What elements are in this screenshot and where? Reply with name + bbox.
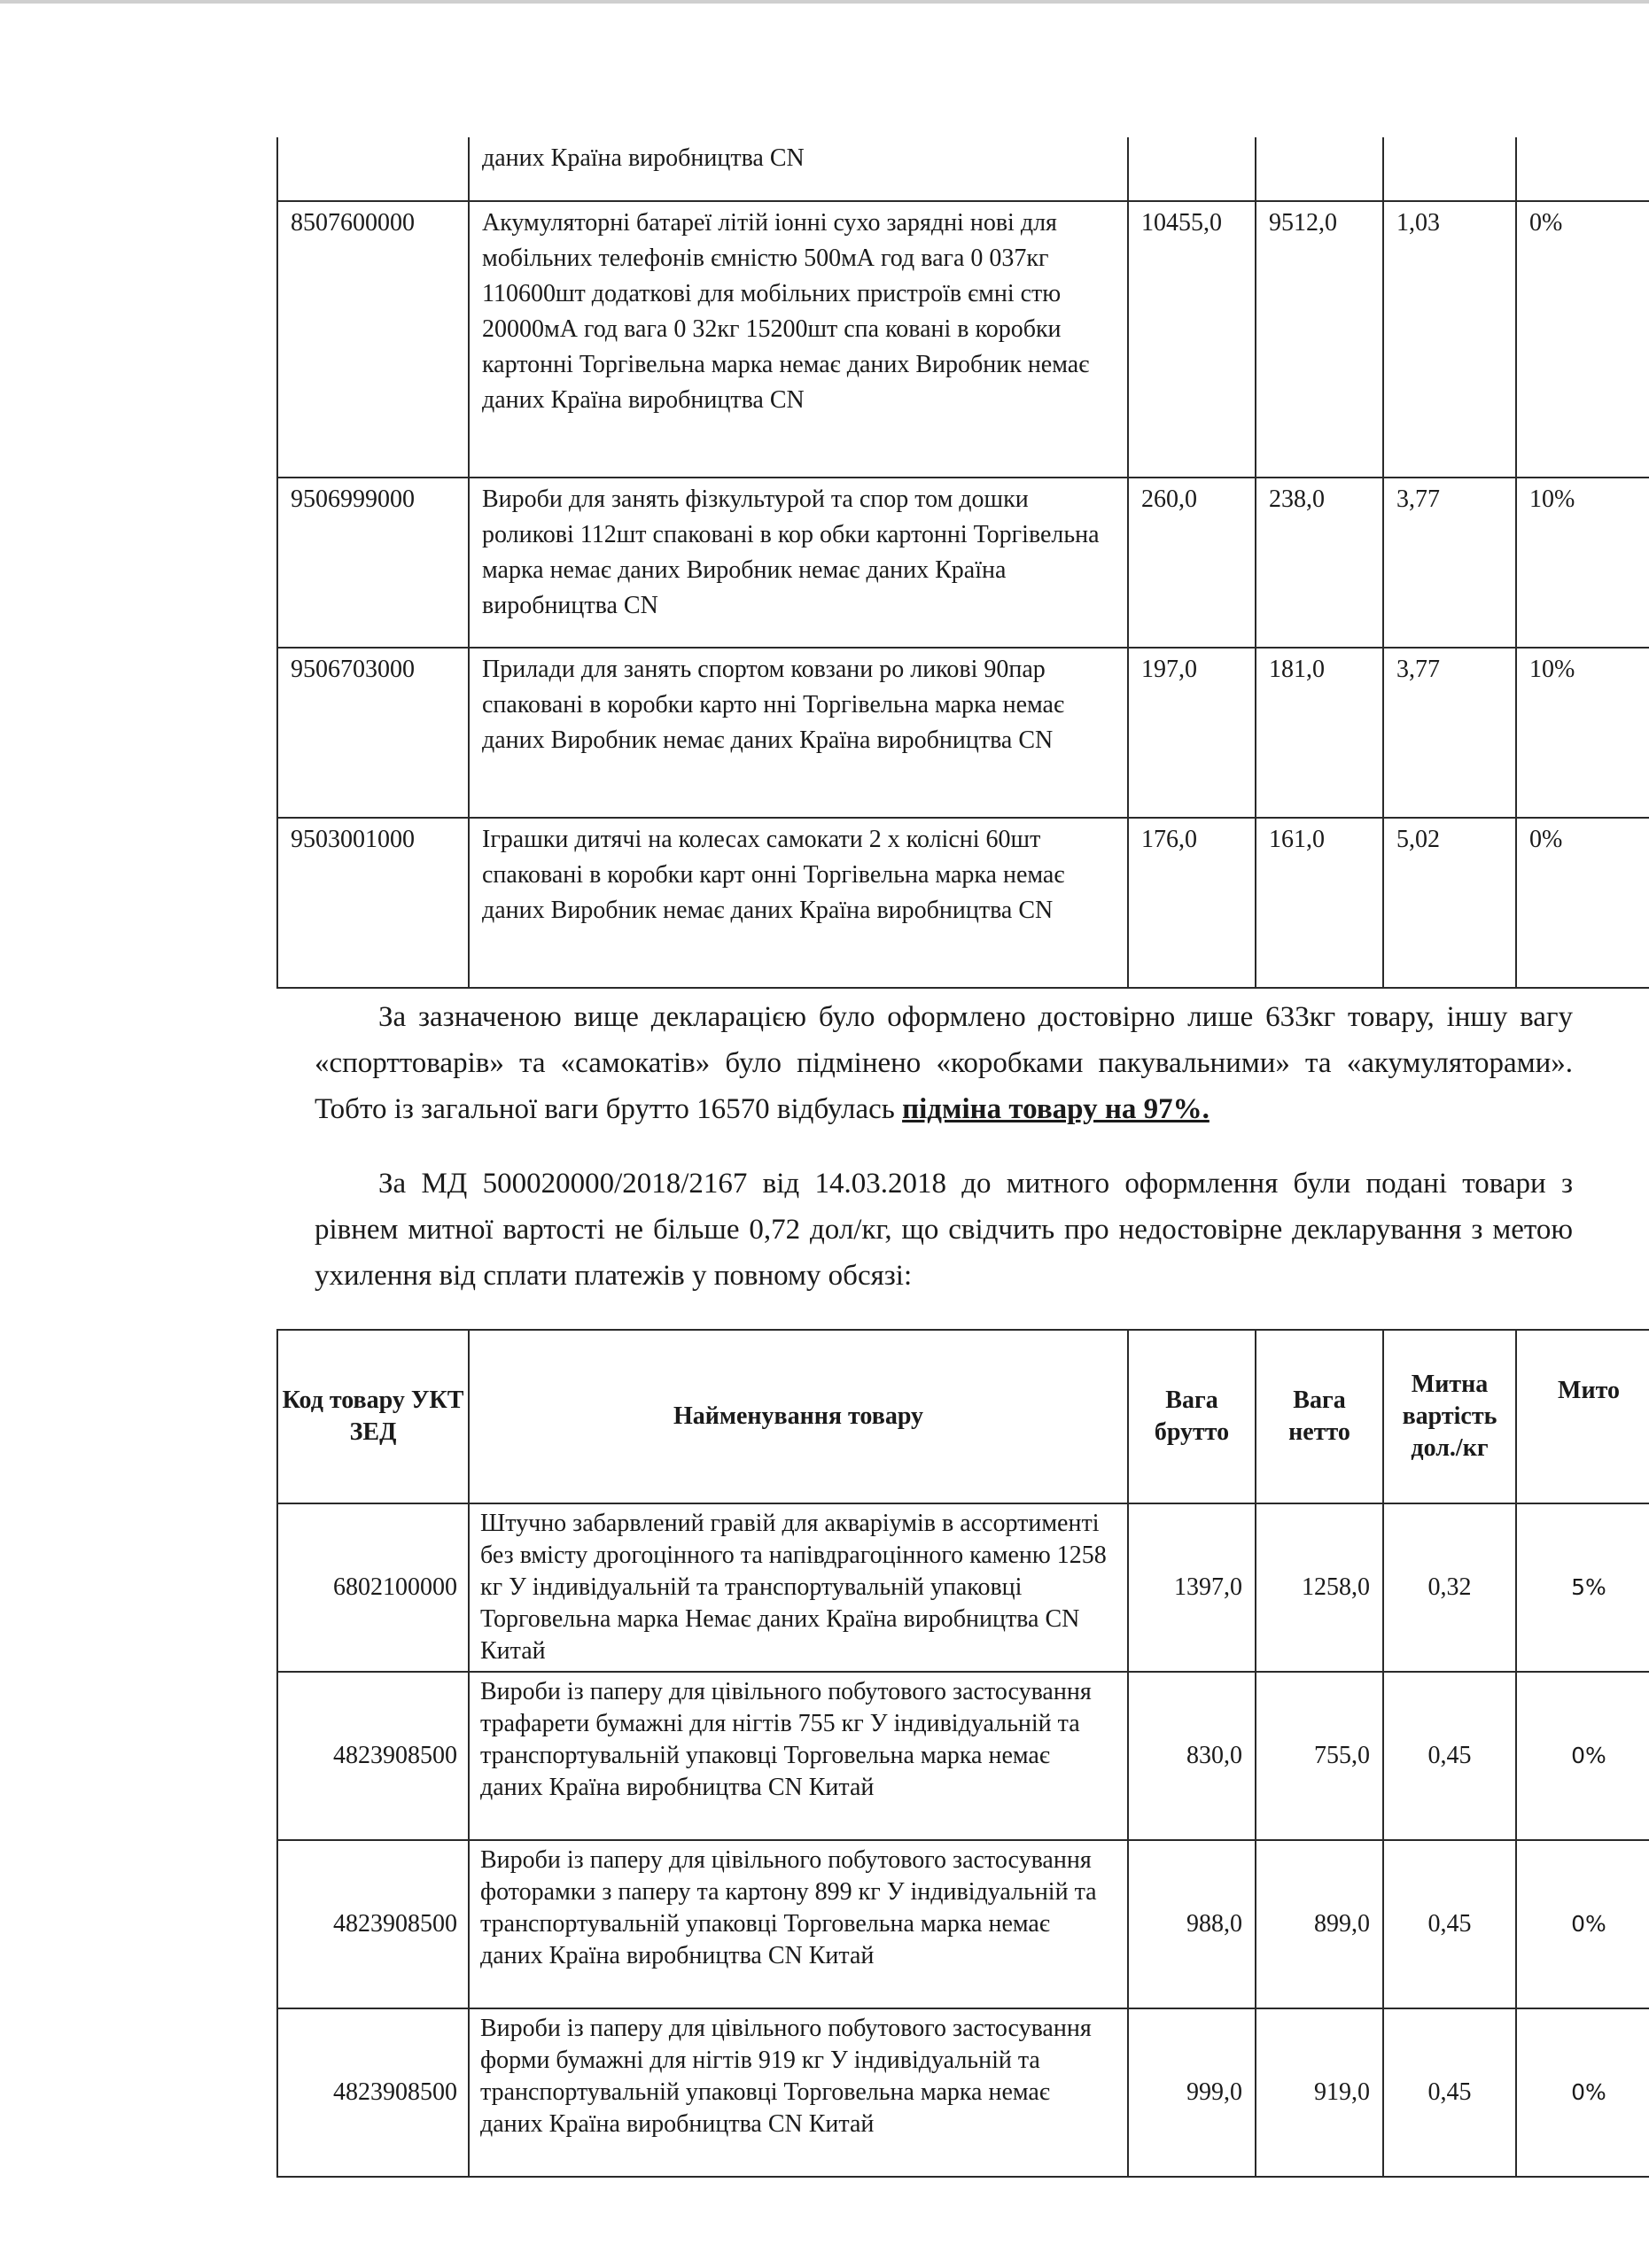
- header-duty: Мито: [1516, 1330, 1649, 1503]
- cell-duty: 5%: [1516, 1503, 1649, 1672]
- cell-net: 9512,0: [1256, 201, 1383, 478]
- header-value: Митна вартість дол./кг: [1383, 1330, 1516, 1503]
- cell-duty: 0%: [1516, 201, 1649, 478]
- cell-duty: 0%: [1516, 1672, 1649, 1840]
- cell-gross: 176,0: [1128, 818, 1256, 988]
- cell-name: Вироби із паперу для цівільного побутового застосування трафарети бумажні для нігтів 755 кг У індивідуальній та транспортувальній упаковці Торговельна марка немає даних Країна виробництва CN Китай: [469, 1672, 1128, 1840]
- cell-gross: 988,0: [1128, 1840, 1256, 2008]
- cell-value: 3,77: [1383, 478, 1516, 648]
- goods-table: [276, 1329, 1649, 2178]
- cell-code: 9506999000: [277, 478, 469, 648]
- table-row: [277, 201, 1649, 478]
- table-row: [277, 478, 1649, 648]
- cell-name: Акумуляторні батареї літій іонні сухо зарядні нові для мобільних телефонів ємністю 500мА год вага 0 037кг 110600шт додаткові для мобільних пристроїв ємні стю 20000мА год вага 0 32кг 15200шт спа ковані в коробки картонні Торгівельна марка немає даних Виробник немає даних Країна виробництва CN: [469, 201, 1128, 478]
- cell-value: [1383, 137, 1516, 201]
- cell-duty: 0%: [1516, 818, 1649, 988]
- cell-net: [1256, 137, 1383, 201]
- cell-duty: [1516, 137, 1649, 201]
- cell-net: 181,0: [1256, 648, 1383, 818]
- cell-net: 161,0: [1256, 818, 1383, 988]
- cell-code: 6802100000: [277, 1503, 469, 1672]
- paragraph-substitution: [315, 994, 1573, 1132]
- header-net: Вага нетто: [1256, 1330, 1383, 1503]
- cell-code: 8507600000: [277, 201, 469, 478]
- cell-net: 919,0: [1256, 2008, 1383, 2177]
- cell-net: 238,0: [1256, 478, 1383, 648]
- cell-code: 9506703000: [277, 648, 469, 818]
- cell-code: 4823908500: [277, 1840, 469, 2008]
- scan-top-edge: [0, 0, 1649, 4]
- cell-name: Штучно забарвлений гравій для акваріумів в ассортименті без вмісту дрогоцінного та напівдрагоцінного каменю 1258 кг У індивідуальній та транспортувальній упаковці Торговельна марка Немає даних Країна виробництва CN Китай: [469, 1503, 1128, 1672]
- paragraph-text: За зазначеною вище декларацією було оформлено достовірно лише 633кг товару, іншу вагу «спорттоварів» та «самокатів» було підмінено «коробками пакувальними» та «акумуляторами». Тобто із загальної ваги брутто 16570 відбулась: [315, 1001, 1573, 1125]
- cell-value: 0,45: [1383, 1672, 1516, 1840]
- cell-gross: 830,0: [1128, 1672, 1256, 1840]
- cell-code: 4823908500: [277, 2008, 469, 2177]
- cell-value: 3,77: [1383, 648, 1516, 818]
- paragraph-text: За МД 500020000/2018/2167 від 14.03.2018 до митного оформлення були подані товари з рівнем митної вартості не більше 0,72 дол/кг, що свідчить про недостовірне декларування з метою ухилення від сплати платежів у повному обсязі:: [315, 1168, 1573, 1292]
- cell-value: 5,02: [1383, 818, 1516, 988]
- header-code: Код товару УКТ ЗЕД: [277, 1330, 469, 1503]
- cell-value: 0,45: [1383, 1840, 1516, 2008]
- paragraph-emphasis: підміна товару на 97%.: [902, 1093, 1210, 1125]
- cell-name: Вироби із паперу для цівільного побутового застосування форми бумажні для нігтів 919 кг У індивідуальній та транспортувальній упаковці Торговельна марка немає даних Країна виробництва CN Китай: [469, 2008, 1128, 2177]
- table-header-row: [277, 1330, 1649, 1503]
- goods-table-continued: [276, 137, 1649, 989]
- cell-duty: 10%: [1516, 648, 1649, 818]
- cell-name: Іграшки дитячі на колесах самокати 2 х колісні 60шт спаковані в коробки карт онні Торгівельна марка немає даних Виробник немає даних Країна виробництва CN: [469, 818, 1128, 988]
- table-row: [277, 137, 1649, 201]
- cell-code: [277, 137, 469, 201]
- cell-name: даних Країна виробництва CN: [469, 137, 1128, 201]
- cell-value: 0,45: [1383, 2008, 1516, 2177]
- table-row: [277, 2008, 1649, 2177]
- cell-duty: 10%: [1516, 478, 1649, 648]
- cell-name: Прилади для занять спортом ковзани ро ликові 90пар спаковані в коробки карто нні Торгівельна марка немає даних Виробник немає даних Країна виробництва CN: [469, 648, 1128, 818]
- cell-duty: 0%: [1516, 1840, 1649, 2008]
- table-row: [277, 1672, 1649, 1840]
- cell-name: Вироби для занять фізкультурой та спор том дошки роликові 112шт спаковані в кор обки картонні Торгівельна марка немає даних Виробник немає даних Країна виробництва CN: [469, 478, 1128, 648]
- table-row: [277, 818, 1649, 988]
- cell-value: 1,03: [1383, 201, 1516, 478]
- table-row: [277, 1840, 1649, 2008]
- cell-name: Вироби із паперу для цівільного побутового застосування фоторамки з паперу та картону 899 кг У індивідуальній та транспортувальній упаковці Торговельна марка немає даних Країна виробництва CN Китай: [469, 1840, 1128, 2008]
- header-gross: Вага брутто: [1128, 1330, 1256, 1503]
- table-row: [277, 1503, 1649, 1672]
- cell-code: 4823908500: [277, 1672, 469, 1840]
- header-name: Найменування товару: [469, 1330, 1128, 1503]
- table-row: [277, 648, 1649, 818]
- cell-duty: 0%: [1516, 2008, 1649, 2177]
- cell-net: 1258,0: [1256, 1503, 1383, 1672]
- cell-net: 899,0: [1256, 1840, 1383, 2008]
- cell-code: 9503001000: [277, 818, 469, 988]
- cell-gross: 1397,0: [1128, 1503, 1256, 1672]
- cell-net: 755,0: [1256, 1672, 1383, 1840]
- cell-gross: [1128, 137, 1256, 201]
- cell-gross: 999,0: [1128, 2008, 1256, 2177]
- cell-value: 0,32: [1383, 1503, 1516, 1672]
- paragraph-declaration: [315, 1161, 1573, 1299]
- cell-gross: 10455,0: [1128, 201, 1256, 478]
- cell-gross: 197,0: [1128, 648, 1256, 818]
- cell-gross: 260,0: [1128, 478, 1256, 648]
